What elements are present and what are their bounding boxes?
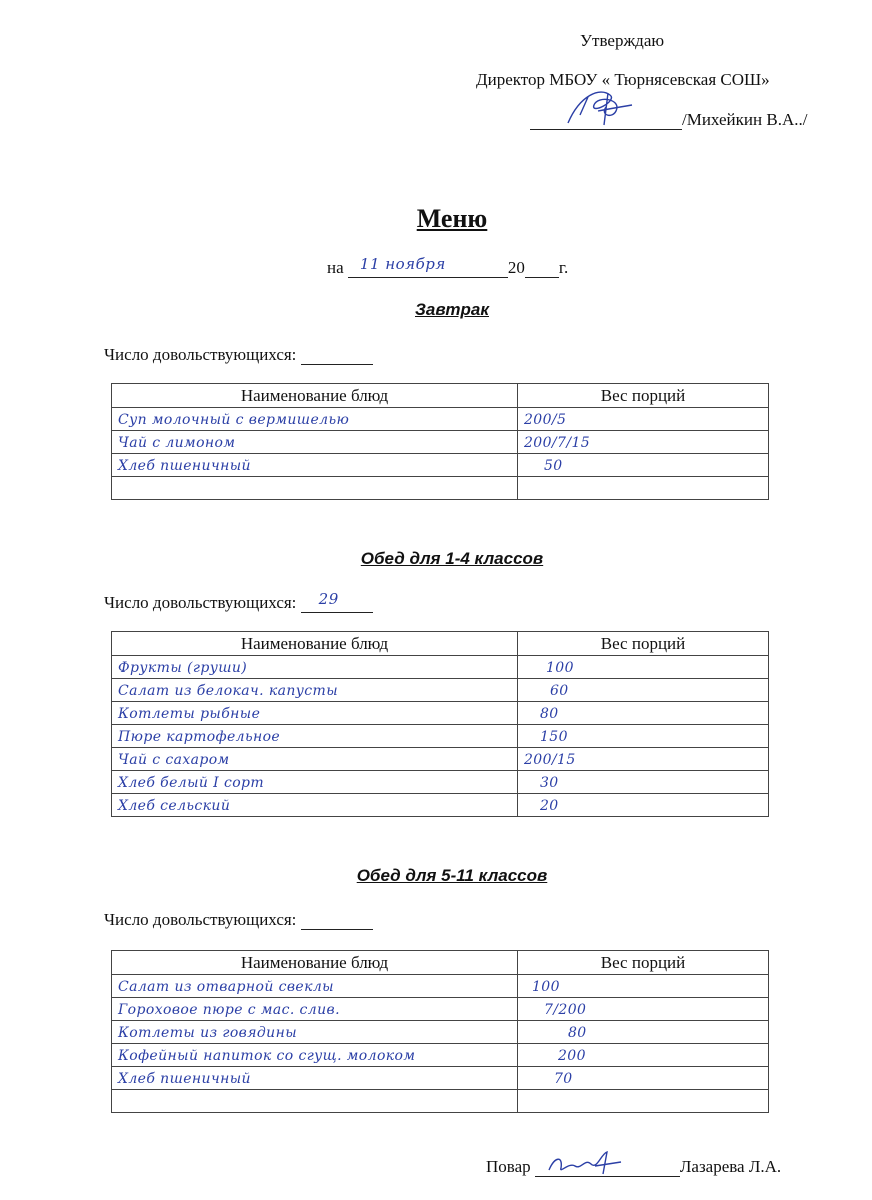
dish-weight-cell	[518, 1021, 769, 1044]
dish-weight-cell	[518, 1044, 769, 1067]
dish-name: Салат из отварной свеклы	[118, 979, 334, 995]
dish-weight-cell	[518, 477, 769, 500]
director-title: Директор МБОУ « Тюрнясевская СОШ»	[476, 70, 770, 89]
table-row	[112, 975, 769, 998]
dish-name: Суп молочный с вермишелью	[118, 412, 350, 428]
date-prefix: на	[327, 258, 344, 277]
lunch-1-4-count-field	[301, 590, 373, 613]
date-suffix: г.	[558, 258, 569, 277]
dish-name: Кофейный напиток со сгущ. молоком	[118, 1048, 416, 1064]
table-row	[112, 656, 769, 679]
dish-weight-cell	[518, 656, 769, 679]
dish-name-cell	[112, 1090, 518, 1113]
director-signature-mark	[560, 85, 640, 131]
dish-name: Чай с лимоном	[118, 435, 236, 451]
table-row	[112, 477, 769, 500]
dish-name-cell	[112, 477, 518, 500]
date-line	[327, 257, 568, 278]
lunch-1-4-table	[111, 631, 769, 817]
lunch-5-11-count-line	[104, 910, 373, 930]
cook-name: Лазарева Л.А.	[679, 1157, 782, 1176]
table-row	[112, 1021, 769, 1044]
column-header-weight: Вес порций	[518, 951, 769, 975]
director-signature-line	[530, 110, 807, 130]
dish-weight-cell	[518, 998, 769, 1021]
cook-signature-line	[486, 1157, 781, 1177]
date-year-field	[525, 257, 559, 278]
dish-name-cell	[112, 408, 518, 431]
dish-weight-cell	[518, 748, 769, 771]
dish-weight: 20	[540, 798, 559, 814]
dish-weight: 100	[546, 660, 574, 676]
column-header-weight: Вес порций	[518, 632, 769, 656]
dish-weight: 200/7/15	[524, 435, 591, 451]
dish-name: Хлеб пшеничный	[118, 458, 251, 474]
dish-name-cell	[112, 656, 518, 679]
approval-heading: Утверждаю	[580, 31, 665, 50]
lunch-1-4-count-value: 29	[318, 590, 339, 608]
dish-name-cell	[112, 975, 518, 998]
lunch-5-11-count-field	[301, 911, 373, 930]
date-day-handwritten: 11 ноября	[359, 255, 446, 273]
table-row	[112, 771, 769, 794]
dish-weight-cell	[518, 679, 769, 702]
dish-name: Котлеты рыбные	[118, 706, 261, 722]
dish-weight: 200/5	[524, 412, 567, 428]
dish-name: Хлеб пшеничный	[118, 1071, 251, 1087]
dish-weight: 100	[532, 979, 560, 995]
breakfast-count-label: Число довольствующихся:	[104, 345, 297, 364]
dish-weight: 7/200	[544, 1002, 587, 1018]
dish-weight-cell	[518, 454, 769, 477]
lunch-5-11-table	[111, 950, 769, 1113]
date-day-field	[348, 257, 508, 278]
dish-weight: 200	[558, 1048, 586, 1064]
table-header-row	[112, 384, 769, 408]
dish-name-cell	[112, 1067, 518, 1090]
table-row	[112, 1044, 769, 1067]
dish-weight-cell	[518, 1067, 769, 1090]
dish-weight-cell	[518, 771, 769, 794]
dish-name-cell	[112, 679, 518, 702]
dish-name: Пюре картофельное	[118, 729, 281, 745]
table-row	[112, 1090, 769, 1113]
lunch-5-11-count-label: Число довольствующихся:	[104, 910, 297, 929]
cook-label: Повар	[486, 1157, 531, 1176]
dish-weight-cell	[518, 794, 769, 817]
table-row	[112, 998, 769, 1021]
dish-name: Чай с сахаром	[118, 752, 230, 768]
date-year-prefix: 20	[507, 258, 525, 277]
dish-name-cell	[112, 1021, 518, 1044]
dish-name-cell	[112, 1044, 518, 1067]
dish-name-cell	[112, 771, 518, 794]
dish-weight: 30	[540, 775, 559, 791]
dish-name: Хлеб белый I сорт	[118, 775, 265, 791]
dish-name: Фрукты (груши)	[118, 660, 248, 676]
dish-weight-cell	[518, 702, 769, 725]
lunch-1-4-count-line	[104, 590, 373, 613]
breakfast-count-line	[104, 345, 373, 365]
dish-weight: 80	[540, 706, 559, 722]
table-row	[112, 702, 769, 725]
dish-weight-cell	[518, 431, 769, 454]
dish-name-cell	[112, 794, 518, 817]
column-header-name: Наименование блюд	[112, 632, 518, 656]
lunch-5-11-heading: Обед для 5-11 классов	[356, 866, 548, 885]
page-title: Меню	[416, 204, 488, 233]
table-header-row	[112, 632, 769, 656]
table-header-row	[112, 951, 769, 975]
table-row	[112, 1067, 769, 1090]
table-row	[112, 725, 769, 748]
dish-weight: 200/15	[524, 752, 576, 768]
dish-name: Гороховое пюре с мас. слив.	[118, 1002, 340, 1018]
dish-name-cell	[112, 725, 518, 748]
table-row	[112, 794, 769, 817]
dish-weight: 70	[554, 1071, 573, 1087]
breakfast-heading: Завтрак	[415, 300, 489, 319]
table-row	[112, 748, 769, 771]
lunch-1-4-count-label: Число довольствующихся:	[104, 593, 297, 612]
dish-name: Салат из белокач. капусты	[118, 683, 338, 699]
dish-weight-cell	[518, 725, 769, 748]
breakfast-table	[111, 383, 769, 500]
dish-weight-cell	[518, 408, 769, 431]
director-signature	[530, 111, 682, 130]
column-header-weight: Вес порций	[518, 384, 769, 408]
table-row	[112, 408, 769, 431]
breakfast-count-field	[301, 346, 373, 365]
cook-signature-mark	[545, 1148, 625, 1178]
column-header-name: Наименование блюд	[112, 384, 518, 408]
dish-weight-cell	[518, 1090, 769, 1113]
dish-name-cell	[112, 748, 518, 771]
dish-name-cell	[112, 702, 518, 725]
director-name: /Михейкин В.А../	[682, 110, 808, 129]
dish-weight: 80	[568, 1025, 587, 1041]
table-row	[112, 454, 769, 477]
dish-name-cell	[112, 998, 518, 1021]
dish-weight: 60	[550, 683, 569, 699]
cook-signature	[535, 1158, 680, 1177]
lunch-1-4-heading: Обед для 1-4 классов	[360, 549, 544, 568]
dish-weight: 50	[544, 458, 563, 474]
table-row	[112, 431, 769, 454]
dish-name: Хлеб сельский	[118, 798, 231, 814]
table-row	[112, 679, 769, 702]
dish-name-cell	[112, 431, 518, 454]
dish-weight-cell	[518, 975, 769, 998]
dish-name: Котлеты из говядины	[118, 1025, 298, 1041]
column-header-name: Наименование блюд	[112, 951, 518, 975]
dish-name-cell	[112, 454, 518, 477]
dish-weight: 150	[540, 729, 568, 745]
